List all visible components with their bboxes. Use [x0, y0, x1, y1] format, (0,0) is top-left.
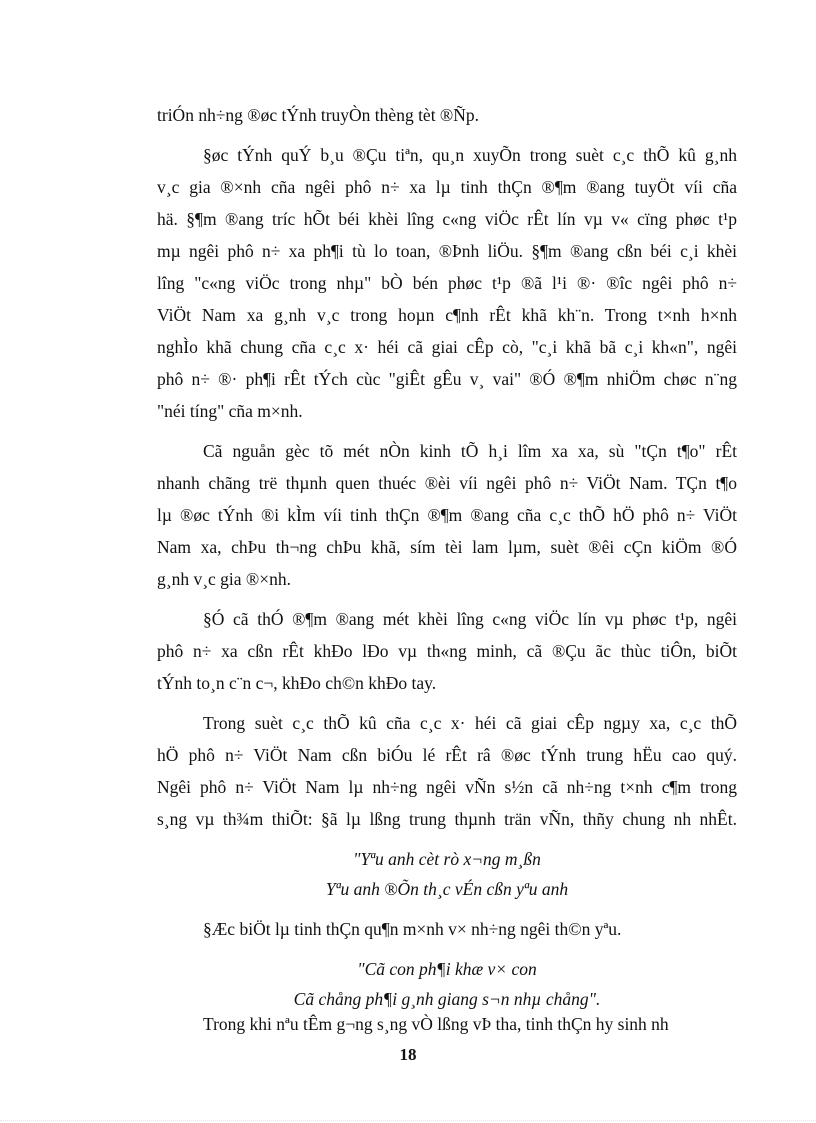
text-line: Trong khi nªu tÊm g¬ng s¸ng vÒ lßng vÞ tha, tinh thÇn hy sinh nh	[203, 1014, 669, 1034]
text-line: Trong suèt c¸c thÕ kû cña c¸c x· héi cã giai cÊp ngµy xa, c¸c thÕ	[203, 713, 737, 733]
verse-line: Cã chång ph¶i g¸nh giang s¬n nhµ chång".	[293, 989, 601, 1009]
text-line: §Æc biÖt lµ tinh thÇn qu¶n m×nh v× nh÷ng ngêi th©n yªu.	[203, 919, 622, 939]
text-line: g¸nh v¸c gia ®×nh.	[157, 569, 291, 589]
text-line: nghÌo khã chung cña c¸c x· héi cã giai cÊp cò, "c¸i khã bã c¸i kh«n", ngêi	[157, 337, 737, 357]
verse-line: Yªu anh ®Õn th¸c vÉn cßn yªu anh	[325, 879, 569, 899]
text-line: s¸ng vµ th¾m thiÕt: §ã lµ lßng trung thµnh trän vÑn, thñy chung nh nhÊt.	[157, 809, 737, 829]
text-line: §Ó cã thÓ ®¶m ®ang mét khèi lîng c«ng viÖc lín vµ phøc t¹p, ngêi	[203, 609, 737, 629]
text-line: nhanh chãng trë thµnh quen thuéc ®èi víi ngêi phô n÷ ViÖt Nam. TÇn t¶o	[157, 473, 737, 493]
text-line: phô n÷ ®· ph¶i rÊt tÝch cùc "giÊt gÊu v¸ vai" ®Ó ®¶m nhiÖm chøc n¨ng	[157, 369, 737, 389]
text-line: lîng "c«ng viÖc trong nhµ" bÒ bén phøc t¹p ®ã l¹i ®· ®îc ngêi phô n÷	[157, 273, 737, 293]
text-line: lµ ®øc tÝnh ®i kÌm víi tinh thÇn ®¶m ®ang cña c¸c thÕ hÖ phô n÷ ViÖt	[157, 505, 737, 525]
text-line: phô n÷ xa cßn rÊt khÐo lÐo vµ th«ng minh, cã ®Çu ãc thùc tiÔn, biÕt	[157, 641, 737, 661]
text-line: hä. §¶m ®ang tríc hÕt béi khèi lîng c«ng viÖc rÊt lín vµ v« cïng phøc t¹p	[157, 209, 737, 229]
text-line: Nam xa, chÞu th¬ng chÞu khã, sím tèi lam lµm, suèt ®êi cÇn kiÖm ®Ó	[157, 537, 737, 557]
text-line: mµ ngêi phô n÷ xa ph¶i tù lo toan, ®Þnh liÖu. §¶m ®ang cßn béi c¸i khèi	[157, 241, 737, 261]
text-line: "néi tíng" cña m×nh.	[157, 401, 303, 421]
text-line: hÖ phô n÷ ViÖt Nam cßn biÓu lé rÊt râ ®øc tÝnh trung hËu cao quý.	[157, 745, 737, 765]
page-number: 18	[399, 1045, 417, 1064]
text-line: tÝnh to¸n c¨n c¬, khÐo ch©n khÐo tay.	[157, 673, 437, 693]
text-line: Cã nguån gèc tõ mét nÒn kinh tÕ h¸i lîm xa xa, sù "tÇn t¶o" rÊt	[203, 441, 737, 461]
text-line: ViÖt Nam xa g¸nh v¸c trong hoµn c¶nh rÊt khã kh¨n. Trong t×nh h×nh	[157, 305, 737, 325]
footer-divider	[0, 1120, 816, 1121]
text-line: §øc tÝnh quÝ b¸u ®Çu tiªn, qu¸n xuyÕn trong suèt c¸c thÕ kû g¸nh	[203, 145, 737, 165]
verse-line: "Cã con ph¶i khæ v× con	[357, 959, 537, 979]
text-line: v¸c gia ®×nh cña ngêi phô n÷ xa lµ tinh thÇn ®¶m ®ang tuyÖt víi cña	[157, 177, 737, 197]
text-line: triÓn nh÷ng ®øc tÝnh truyÒn thèng tèt ®Ñp.	[157, 105, 479, 125]
verse-line: "Yªu anh cèt rò x¬ng m¸ßn	[353, 849, 541, 869]
text-line: Ngêi phô n÷ ViÖt Nam lµ nh÷ng ngêi vÑn s½n cã nh÷ng t×nh c¶m trong	[157, 777, 737, 797]
